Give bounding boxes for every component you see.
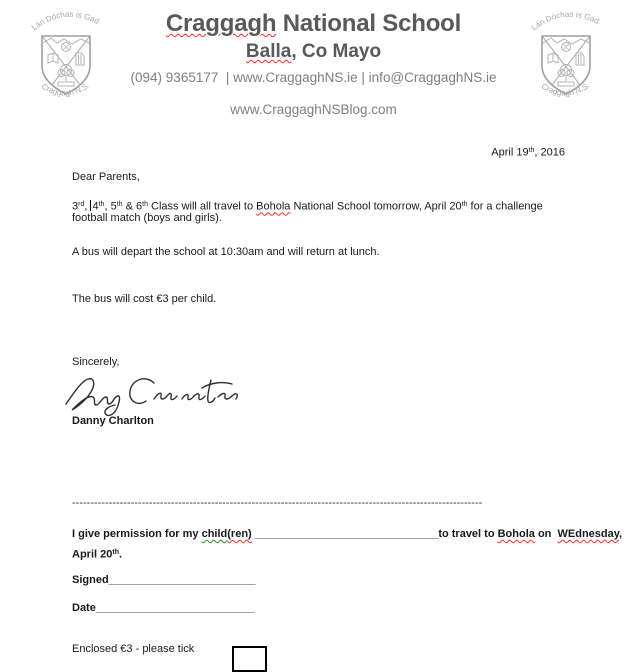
travel-to-text: to travel to xyxy=(438,528,498,540)
bohola-misspelling: Bohola xyxy=(256,200,291,213)
letter-date xyxy=(491,144,565,160)
ordinal-th: th xyxy=(116,201,123,208)
permission-line1 xyxy=(72,528,622,541)
signer-name: Danny Charlton xyxy=(72,415,154,427)
crest-motto-top: Lán Dóchas is Gad xyxy=(529,9,601,33)
signature-icon xyxy=(62,372,252,420)
tick-checkbox[interactable] xyxy=(232,646,267,672)
date-text: April 19 xyxy=(491,146,529,159)
school-blog-url: www.CraggaghNSBlog.com xyxy=(230,102,397,117)
signed-blank[interactable]: ________________________ xyxy=(108,574,256,586)
contact-info-line: (094) 9365177 | www.CraggaghNS.ie | info@CraggaghNS.ie xyxy=(130,70,497,85)
april-20-text: April 20 xyxy=(72,548,113,561)
comma: , xyxy=(619,528,623,540)
date-superscript: th xyxy=(528,147,535,154)
closing-sincerely: Sincerely, xyxy=(72,356,120,368)
school-tomorrow-text: National School tomorrow, April 20 xyxy=(290,200,462,213)
ren-spelling-flag: (ren) xyxy=(227,528,252,540)
class-6: 6 xyxy=(136,200,143,213)
comma: , xyxy=(104,200,111,213)
crest-motto-top: Lán Dóchas is Gad xyxy=(29,9,101,33)
travel-text: Class will all travel to xyxy=(147,200,257,213)
paragraph-bus-times: A bus will depart the school at 10:30am and will return at lunch. xyxy=(72,246,380,258)
ordinal-th: th xyxy=(98,201,105,208)
school-name-word: Craggagh xyxy=(165,10,277,37)
wednesday-misspelling: WEdnesday xyxy=(557,528,620,540)
paragraph-classes-line2: football match (boys and girls). xyxy=(72,212,222,224)
date-year: , 2016 xyxy=(534,146,565,159)
school-name-title xyxy=(0,10,627,38)
bohola-misspelling: Bohola xyxy=(497,528,535,540)
class-3: 3 xyxy=(72,200,79,213)
permission-line2 xyxy=(72,546,122,562)
cut-here-separator: ---------------------------------------------------------------------------------------------------------------- xyxy=(72,497,483,509)
signed-label: Signed xyxy=(72,574,109,586)
crest-motto-bottom: Craggagh N.S. xyxy=(39,80,92,98)
enclosed-instruction: Enclosed €3 - please tick xyxy=(72,643,195,655)
child-name-blank[interactable]: ______________________________ xyxy=(254,528,439,540)
ampersand: & xyxy=(122,200,136,213)
class-4: 4 xyxy=(92,200,99,213)
ordinal-th: th xyxy=(461,201,468,208)
ordinal-rd: rd xyxy=(78,201,85,208)
ordinal-th: th xyxy=(112,549,119,556)
child-grammar-flag: child xyxy=(201,528,228,540)
date-label: Date xyxy=(72,602,96,614)
comma: , xyxy=(84,200,91,213)
address-rest: , Co Mayo xyxy=(291,41,382,62)
date-blank[interactable]: __________________________ xyxy=(95,602,255,614)
paragraph-bus-cost: The bus will cost €3 per child. xyxy=(72,293,217,305)
school-name-rest: National School xyxy=(276,10,462,37)
period: . xyxy=(118,548,123,561)
school-address xyxy=(0,41,627,63)
crest-motto-bottom: Craggagh N.S. xyxy=(539,80,592,98)
signed-line xyxy=(72,574,256,587)
date-line-form xyxy=(72,602,255,615)
on-text: on xyxy=(534,528,558,540)
permission-text: I give permission for my xyxy=(72,528,202,540)
challenge-text: for a challenge xyxy=(467,200,543,213)
class-5: 5 xyxy=(110,200,117,213)
ordinal-th: th xyxy=(142,201,148,208)
address-town: Balla xyxy=(245,41,292,62)
salutation: Dear Parents, xyxy=(72,171,140,183)
